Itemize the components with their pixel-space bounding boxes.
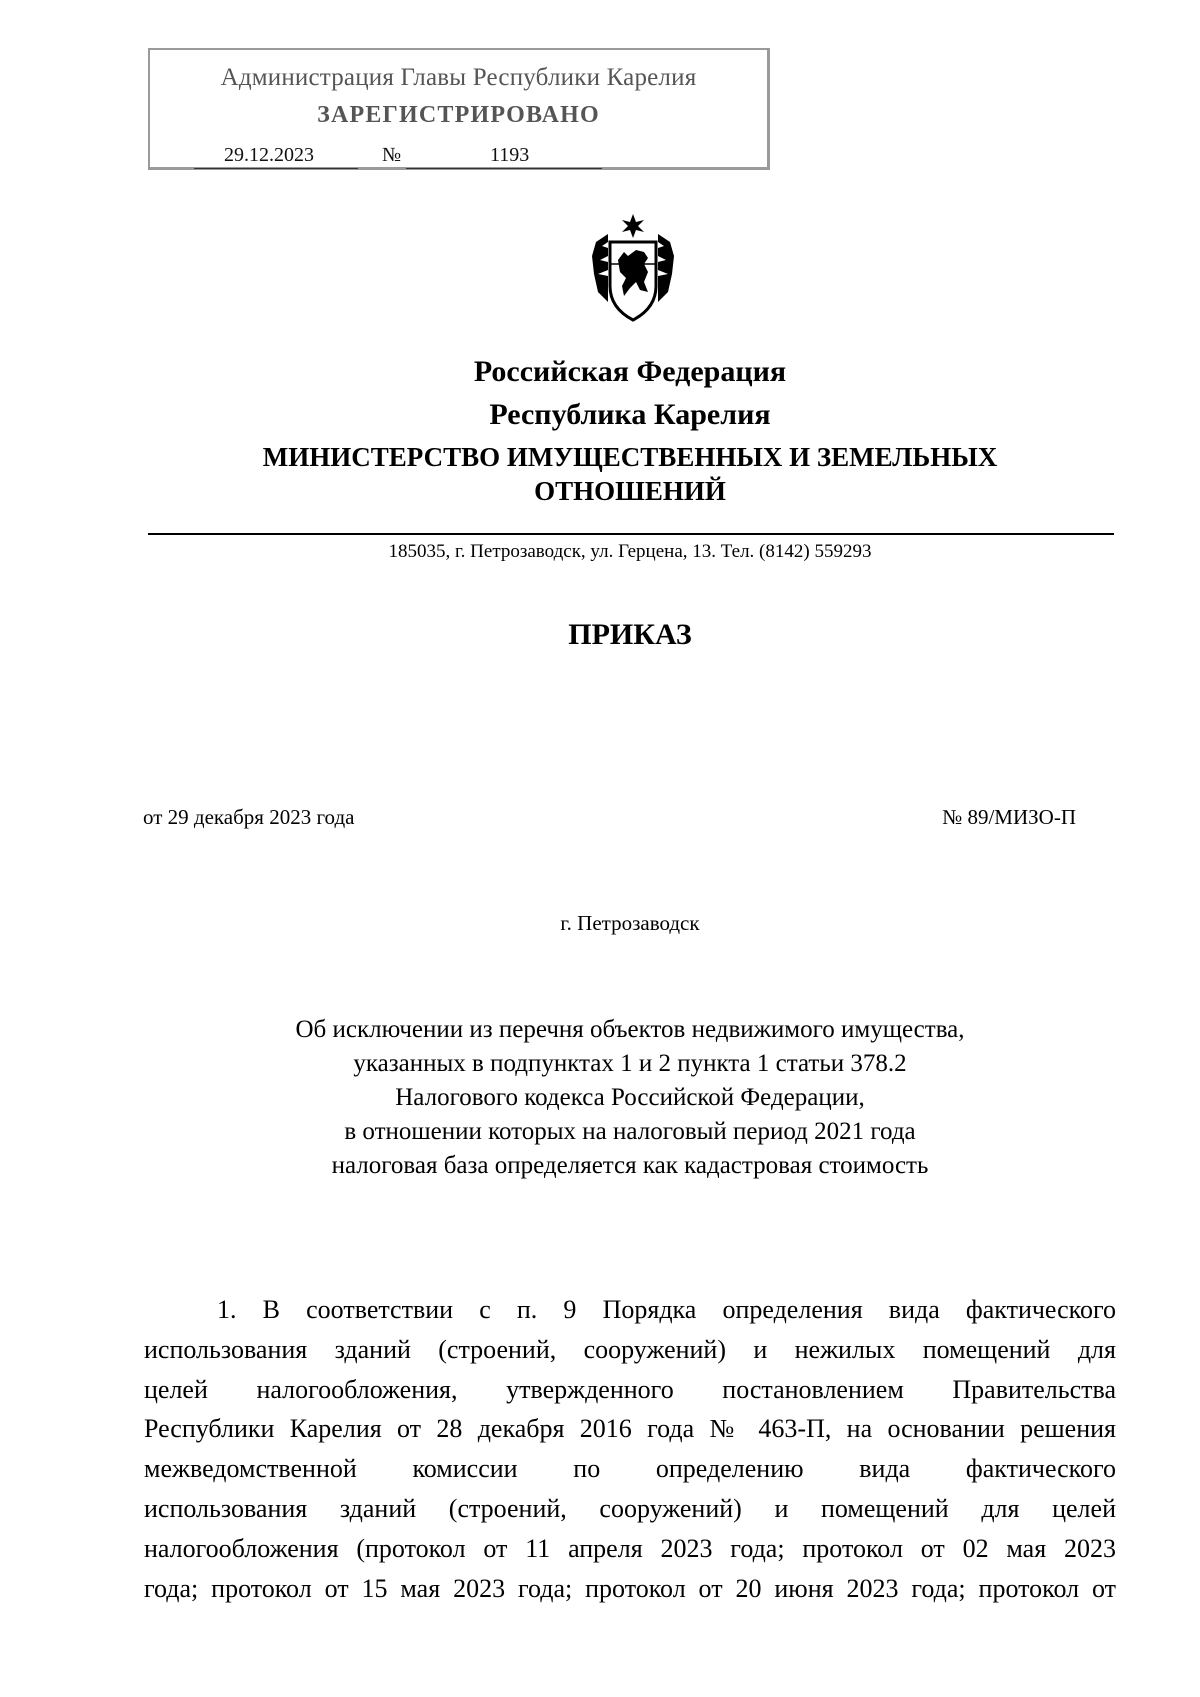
- country-title: Российская Федерация: [473, 355, 787, 388]
- ministry-title: [0, 440, 1200, 508]
- ministry-title-line1: МИНИСТЕРСТВО ИМУЩЕСТВЕННЫХ И ЗЕМЕЛЬНЫХ: [262, 442, 998, 472]
- stamp-status: ЗАРЕГИСТРИРОВАНО: [317, 102, 600, 128]
- subject-line: Налогового кодекса Российской Федерации,: [395, 1084, 865, 1111]
- body-line: межведомственной комиссии по определению вида фактического: [144, 1454, 1116, 1484]
- subject-line: указанных в подпунктах 1 и 2 пункта 1 статьи 378.2: [353, 1050, 907, 1077]
- ministry-address: 185035, г. Петрозаводск, ул. Герцена, 13. Тел. (8142) 559293: [388, 541, 872, 562]
- body-line: использования зданий (строений, сооружений) и нежилых помещений для: [144, 1334, 1116, 1364]
- subject-line: Об исключении из перечня объектов недвижимого имущества,: [295, 1016, 965, 1043]
- body-line: налогообложения (протокол от 11 апреля 2023 года; протокол от 02 мая 2023: [144, 1533, 1116, 1563]
- body-line: года; протокол от 15 мая 2023 года; протокол от 20 июня 2023 года; протокол от: [144, 1573, 1116, 1603]
- header-divider: [148, 533, 1114, 535]
- ministry-title-line2: ОТНОШЕНИЙ: [534, 476, 726, 506]
- stamp-authority: Администрация Главы Республики Карелия: [220, 64, 697, 91]
- karelia-coat-of-arms-icon: [588, 212, 678, 324]
- subject-line: налоговая база определяется как кадастровая стоимость: [331, 1152, 929, 1179]
- subject-line: в отношении которых на налоговый период 2021 года: [344, 1118, 916, 1145]
- document-number: № 89/МИЗО-П: [942, 805, 1076, 829]
- registration-stamp: [148, 48, 770, 170]
- document-type: ПРИКАЗ: [568, 618, 692, 651]
- document-subject: [0, 1013, 1200, 1183]
- body-line: 1. В соответствии с п. 9 Порядка определения вида фактического: [217, 1295, 1116, 1324]
- body-paragraph: [144, 1290, 1116, 1608]
- body-line: Республики Карелия от 28 декабря 2016 года № 463-П, на основании решения: [144, 1414, 1116, 1444]
- document-date: от 29 декабря 2023 года: [143, 805, 355, 829]
- region-title: Республика Карелия: [489, 398, 771, 431]
- body-line: целей налогообложения, утвержденного постановлением Правительства: [144, 1374, 1116, 1404]
- stamp-reg-number: 1193: [406, 144, 602, 169]
- document-city: г. Петрозаводск: [560, 911, 700, 935]
- stamp-number-sign: №: [382, 144, 402, 166]
- stamp-reg-date: 29.12.2023: [194, 144, 358, 169]
- body-line: использования зданий (строений, сооружений) и помещений для целей: [144, 1493, 1116, 1523]
